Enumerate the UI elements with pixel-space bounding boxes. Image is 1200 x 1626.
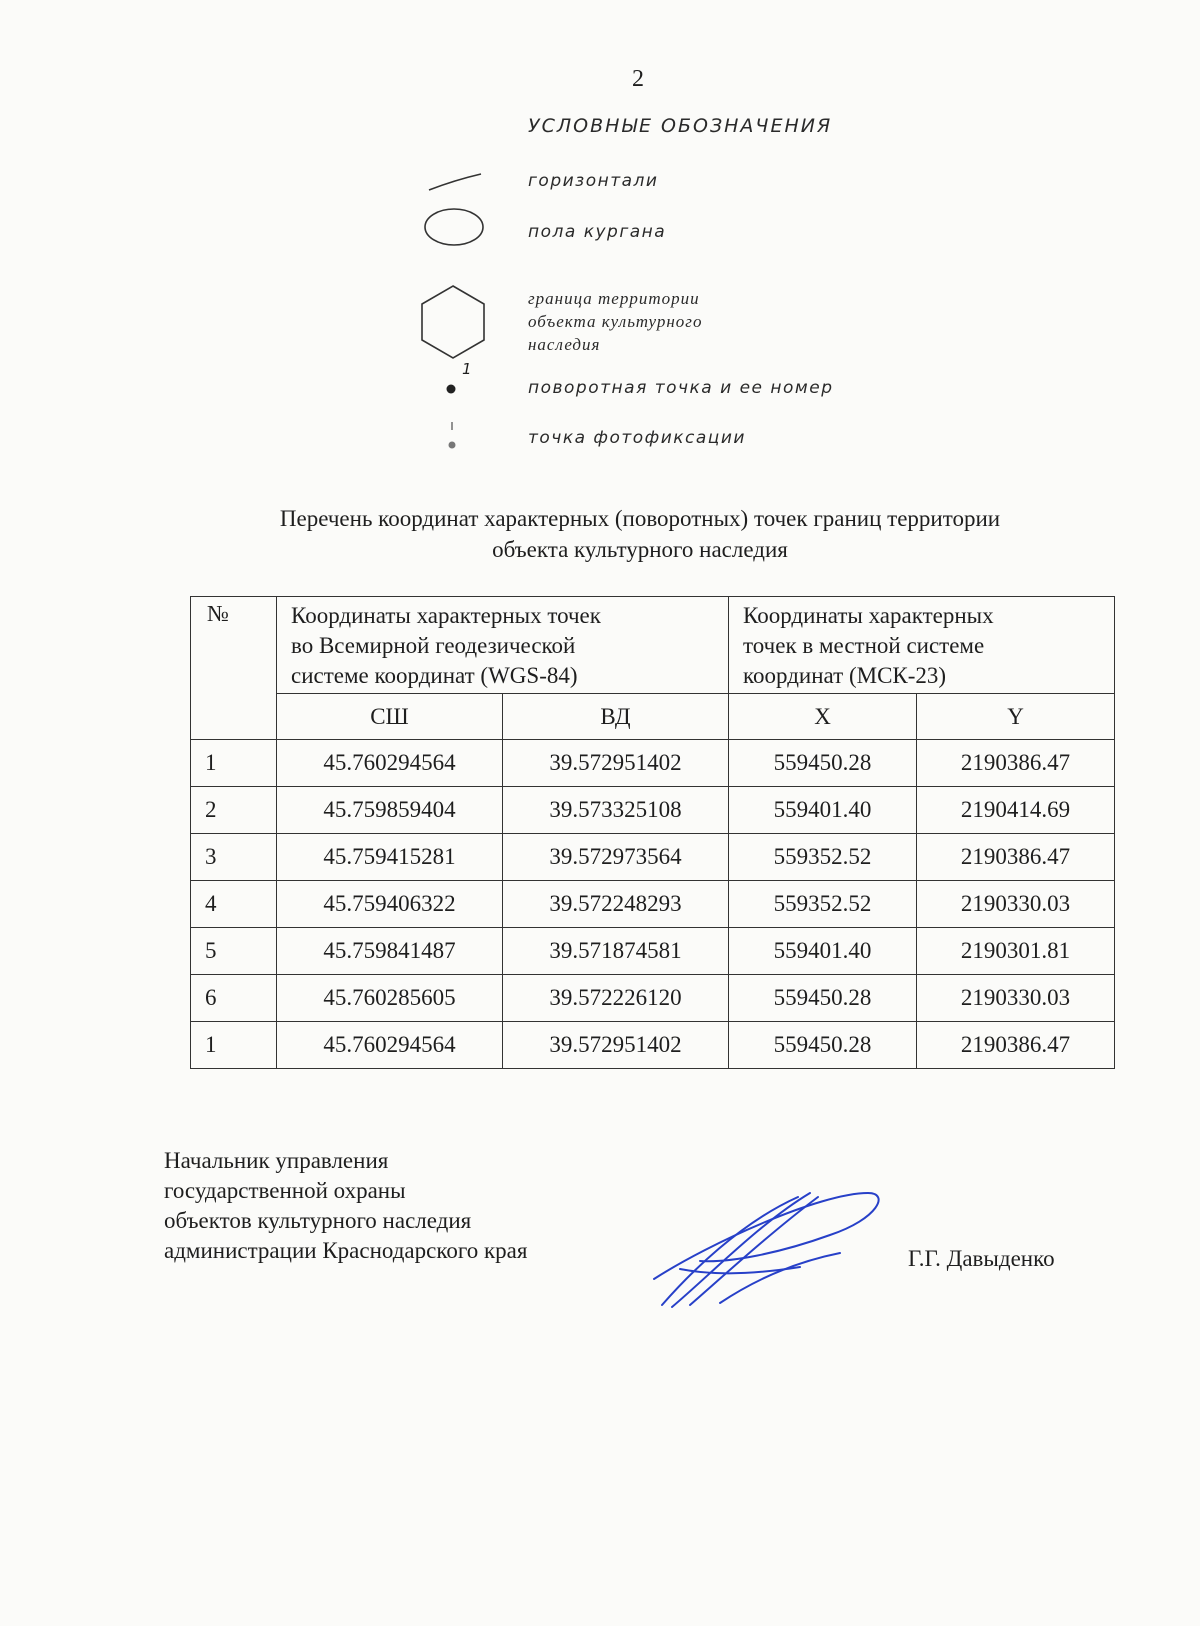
legend-title: УСЛОВНЫЕ ОБОЗНАЧЕНИЯ [528,115,833,137]
table-subheader-row [191,694,1115,740]
longitude-cell: 39.571874581 [503,928,729,975]
longitude-cell: 39.573325108 [503,787,729,834]
latitude-cell: 45.760294564 [277,1022,503,1069]
point-number: 6 [191,975,277,1022]
x-cell: 559401.40 [729,787,917,834]
latitude-cell: 45.759859404 [277,787,503,834]
legend-label-territory-boundary [528,287,702,356]
page-number: 2 [632,66,644,92]
list-title [150,503,1130,565]
list-title-line: объекта культурного наследия [492,537,788,562]
longitude-cell: 39.572248293 [503,881,729,928]
position-line: объектов культурного наследия [164,1208,472,1233]
legend-label-line: объекта культурного [528,312,703,331]
signatory-name: Г.Г. Давыденко [908,1246,1055,1271]
y-cell: 2190330.03 [917,881,1115,928]
header-line: точек в местной системе [743,633,985,658]
legend-label-turning-point: поворотная точка и ее номер [528,378,834,398]
coordinates-table [190,596,1115,1069]
table-row [191,834,1115,881]
y-cell: 2190301.81 [917,928,1115,975]
position-line: администрации Краснодарского края [164,1238,528,1263]
y-header: Y [917,694,1115,740]
legend-label-contours: горизонтали [528,171,659,191]
hexagon-icon [418,282,488,364]
legend-label-line: наследия [528,335,601,354]
header-line: во Всемирной геодезической [291,633,576,658]
table-row [191,787,1115,834]
signatory-position [164,1146,527,1266]
x-cell: 559450.28 [729,975,917,1022]
point-number: 3 [191,834,277,881]
number-header: № [191,597,277,740]
latitude-cell: 45.760294564 [277,740,503,787]
point-number: 4 [191,881,277,928]
y-cell: 2190386.47 [917,740,1115,787]
latitude-cell: 45.759406322 [277,881,503,928]
legend-label-mound-floor: пола кургана [528,222,667,242]
turning-point-number: 1 [462,360,472,378]
x-header: X [729,694,917,740]
legend-label-photo-point: точка фотофиксации [528,428,746,448]
longitude-cell: 39.572973564 [503,834,729,881]
latitude-header: СШ [277,694,503,740]
latitude-cell: 45.759841487 [277,928,503,975]
wgs84-header [277,597,729,694]
list-title-line: Перечень координат характерных (поворотных) точек границ территории [279,506,1001,531]
table-row [191,740,1115,787]
point-number: 1 [191,740,277,787]
ellipse-icon [422,206,486,248]
y-cell: 2190386.47 [917,834,1115,881]
longitude-cell: 39.572951402 [503,1022,729,1069]
turning-point-icon [444,382,458,396]
x-cell: 559450.28 [729,740,917,787]
latitude-cell: 45.760285605 [277,975,503,1022]
photo-point-icon [446,420,458,452]
header-line: системе координат (WGS-84) [291,663,578,688]
longitude-cell: 39.572226120 [503,975,729,1022]
y-cell: 2190330.03 [917,975,1115,1022]
latitude-cell: 45.759415281 [277,834,503,881]
longitude-header: ВД [503,694,729,740]
contour-line-icon [425,170,485,194]
x-cell: 559401.40 [729,928,917,975]
position-line: государственной охраны [164,1178,406,1203]
y-cell: 2190386.47 [917,1022,1115,1069]
table-row [191,928,1115,975]
x-cell: 559352.52 [729,881,917,928]
header-line: Координаты характерных точек [291,603,601,628]
point-number: 2 [191,787,277,834]
table-header-row [191,597,1115,694]
msk23-header [729,597,1115,694]
x-cell: 559450.28 [729,1022,917,1069]
longitude-cell: 39.572951402 [503,740,729,787]
table-row [191,975,1115,1022]
table-row [191,1022,1115,1069]
handwritten-signature [650,1183,890,1313]
point-number: 1 [191,1022,277,1069]
point-number: 5 [191,928,277,975]
y-cell: 2190414.69 [917,787,1115,834]
table-row [191,881,1115,928]
position-line: Начальник управления [164,1148,389,1173]
header-line: координат (МСК-23) [743,663,947,688]
legend-label-line: граница территории [528,289,700,308]
header-line: Координаты характерных [743,603,994,628]
x-cell: 559352.52 [729,834,917,881]
